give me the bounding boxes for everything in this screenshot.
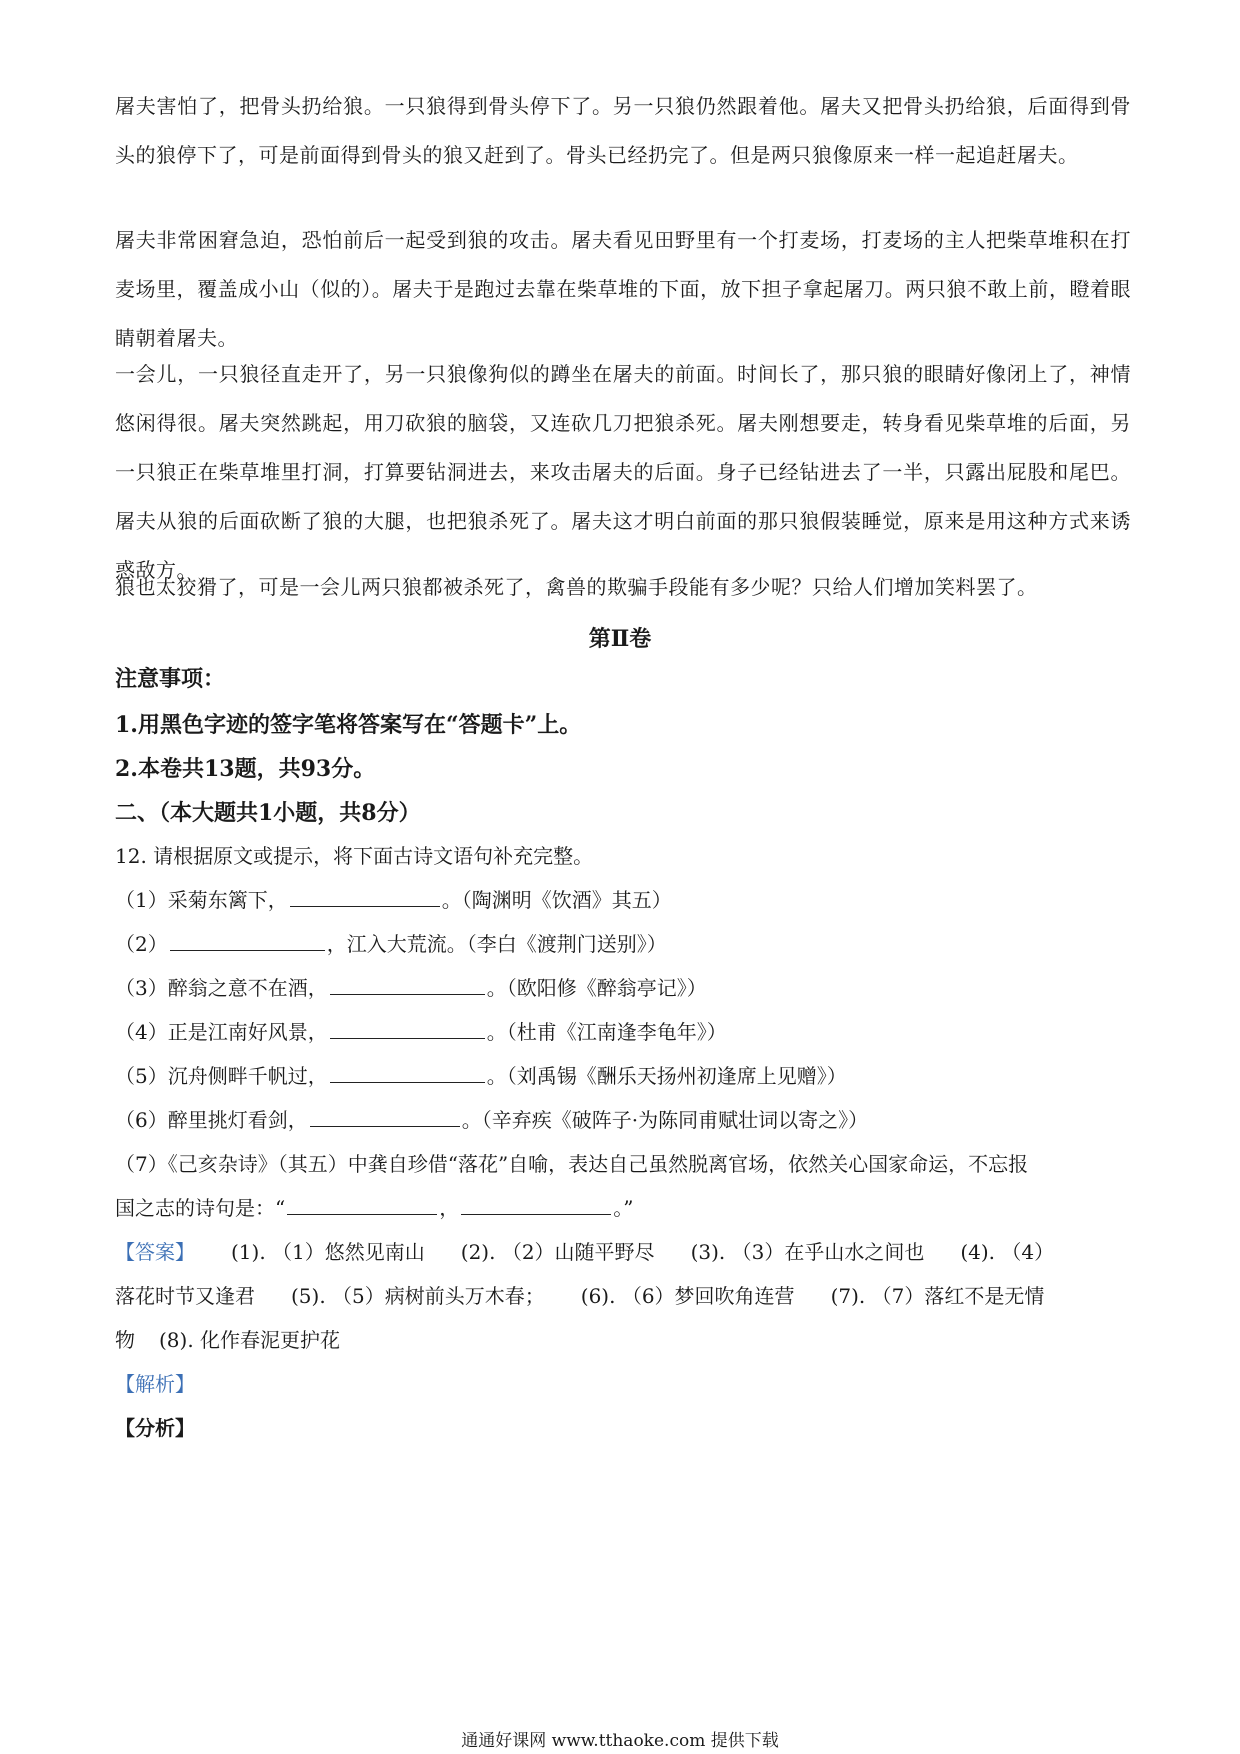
q5-suffix: 。（刘禹锡《酬乐天扬州初逢席上见赠》） — [486, 1064, 847, 1088]
q3-prefix: （3）醉翁之意不在酒， — [115, 976, 328, 1000]
q3-suffix: 。（欧阳修《醉翁亭记》） — [486, 976, 707, 1000]
part-heading: 二、（本大题共1小题，共8分） — [115, 800, 421, 826]
answer-blank — [170, 930, 325, 951]
answer-line-3 — [115, 1324, 340, 1353]
story-paragraph-3: 一会儿，一只狼径直走开了，另一只狼像狗似的蹲坐在屠夫的前面。时间长了，那只狼的眼睛好像闭上了，神情悠闲得很。屠夫突然跳起，用刀砍狼的脑袋，又连砍几刀把狼杀死。屠夫刚想要走，转身看见柴草堆的后面，另一只狼正在柴草堆里打洞，打算要钻洞进去，来攻击屠夫的后面。身子已经钻进去了一半，只露出屁股和尾巴。屠夫从狼的后面砍断了狼的大腿，也把狼杀死了。屠夫这才明白前面的那只狼假装睡觉，原来是用这种方式来诱惑敌方。 — [115, 362, 1131, 582]
notice-item-1: 1.用黑色字迹的签字笔将答案写在“答题卡”上。 — [115, 712, 582, 738]
question-3 — [115, 972, 707, 1001]
answer-blank — [310, 1106, 460, 1127]
footer: 通通好课网 www.tthaoke.com 提供下载 — [461, 1731, 779, 1751]
question-6 — [115, 1104, 868, 1133]
question-stem: 12. 请根据原文或提示，将下面古诗文语句补充完整。 — [115, 844, 594, 868]
answer-blank — [330, 1062, 485, 1083]
question-5 — [115, 1060, 847, 1089]
answer-7-cont: 物 — [115, 1328, 135, 1352]
answer-line-1 — [115, 1236, 1054, 1265]
q2-prefix: （2） — [115, 932, 168, 956]
notice-item-2: 2.本卷共13题，共93分。 — [115, 756, 376, 782]
question-7-line-2 — [115, 1192, 633, 1221]
story-paragraph-2: 屠夫非常困窘急迫，恐怕前后一起受到狼的攻击。屠夫看见田野里有一个打麦场，打麦场的主人把柴草堆积在打麦场里，覆盖成小山（似的）。屠夫于是跑过去靠在柴草堆的下面，放下担子拿起屠刀。两只狼不敢上前，瞪着眼睛朝着屠夫。 — [115, 228, 1131, 350]
question-2 — [115, 928, 667, 957]
answer-blank — [461, 1194, 611, 1215]
section-title: 第Ⅱ卷 — [588, 626, 652, 652]
answer-5: (5). （5）病树前头万木春； — [291, 1284, 545, 1308]
q6-suffix: 。（辛弃疾《破阵子·为陈同甫赋壮词以寄之》） — [461, 1108, 869, 1132]
q7-suffix: 。” — [613, 1196, 634, 1220]
q1-prefix: （1）采菊东篱下， — [115, 888, 288, 912]
story-paragraph-1: 屠夫害怕了，把骨头扔给狼。一只狼得到骨头停下了。另一只狼仍然跟着他。屠夫又把骨头扔给狼，后面得到骨头的狼停下了，可是前面得到骨头的狼又赶到了。骨头已经扔完了。但是两只狼像原来一样一起追赶屠夫。 — [115, 94, 1131, 167]
q6-prefix: （6）醉里挑灯看剑， — [115, 1108, 308, 1132]
answer-3: (3). （3）在乎山水之间也 — [690, 1240, 925, 1264]
answer-blank — [287, 1194, 437, 1215]
answer-8: (8). 化作春泥更护花 — [159, 1328, 341, 1352]
q7-prefix: 国之志的诗句是：“ — [115, 1196, 286, 1220]
question-4 — [115, 1016, 727, 1045]
answer-1: (1). （1）悠然见南山 — [231, 1240, 425, 1264]
answer-4: 落花时节又逢君 — [115, 1284, 255, 1308]
q5-prefix: （5）沉舟侧畔千帆过， — [115, 1064, 328, 1088]
question-7-line-1: （7）《己亥杂诗》（其五）中龚自珍借“落花”自喻，表达自己虽然脱离官场，依然关心国家命运，不忘报 — [115, 1152, 1029, 1176]
answer-4-number: (4). （4） — [960, 1240, 1055, 1264]
answer-label: 【答案】 — [115, 1240, 195, 1264]
question-1 — [115, 884, 672, 913]
story-paragraph-4: 狼也太狡猾了，可是一会儿两只狼都被杀死了，禽兽的欺骗手段能有多少呢？只给人们增加笑料罢了。 — [115, 575, 1038, 599]
q1-suffix: 。（陶渊明《饮酒》其五） — [441, 888, 672, 912]
analysis-label: 【解析】 — [115, 1372, 195, 1396]
fenxi-label: 【分析】 — [115, 1416, 195, 1440]
answer-blank — [330, 1018, 485, 1039]
answer-6: (6). （6）梦回吹角连营 — [580, 1284, 795, 1308]
notice-heading: 注意事项： — [115, 666, 226, 692]
q7-comma: ， — [439, 1196, 460, 1220]
q2-suffix: ，江入大荒流。（李白《渡荆门送别》） — [326, 932, 667, 956]
q4-prefix: （4）正是江南好风景， — [115, 1020, 328, 1044]
answer-line-2 — [115, 1280, 1044, 1309]
answer-blank — [290, 886, 440, 907]
answer-2: (2). （2）山随平野尽 — [460, 1240, 655, 1264]
answer-7: (7). （7）落红不是无情 — [830, 1284, 1045, 1308]
answer-blank — [330, 974, 485, 995]
q4-suffix: 。（杜甫《江南逢李龟年》） — [486, 1020, 727, 1044]
